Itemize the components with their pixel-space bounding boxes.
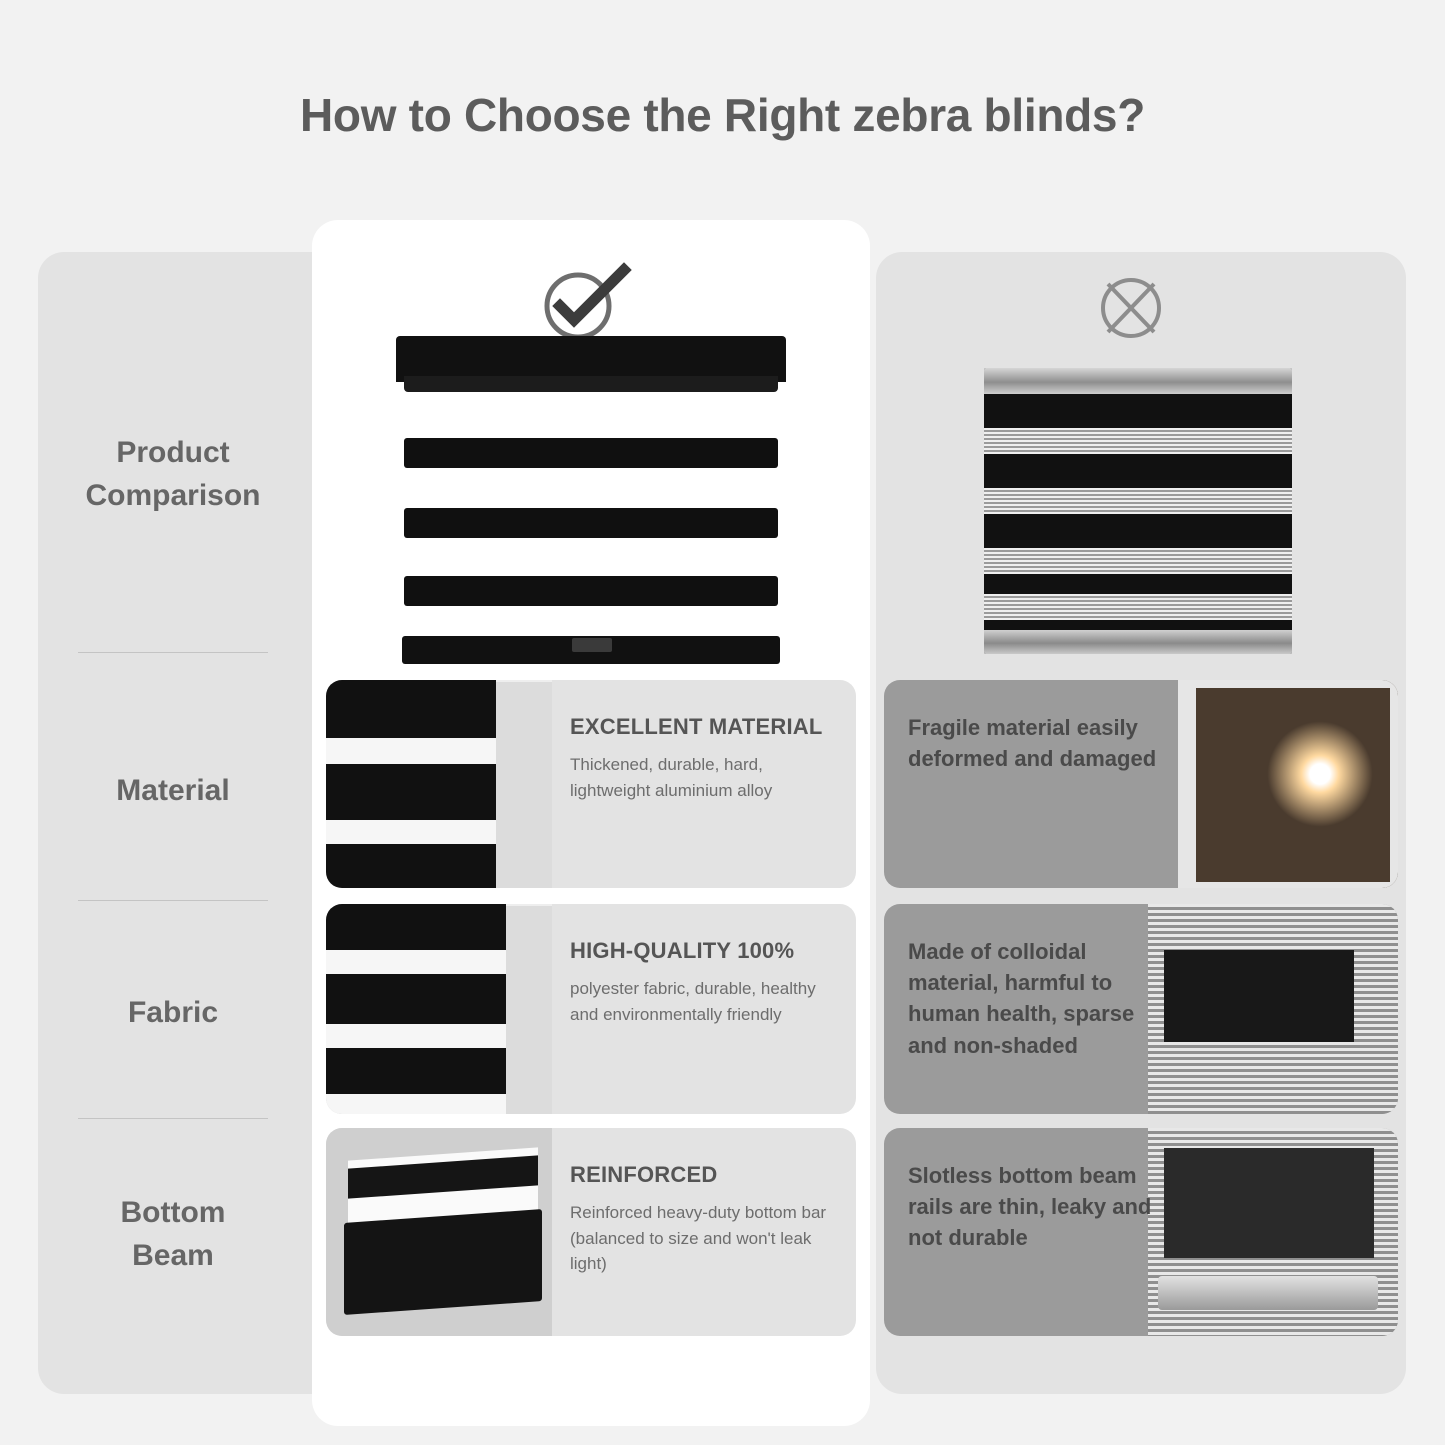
blind-slat	[404, 576, 778, 606]
row-label-line-2: Comparison	[85, 478, 261, 512]
sheer-band	[984, 548, 1292, 574]
good-feature-card-fabric	[326, 904, 856, 1114]
row-label-bottom-beam	[48, 1192, 298, 1277]
feature-body: Reinforced heavy-duty bottom bar (balanced to size and won't leak light)	[570, 1203, 827, 1273]
dark-band-art	[1164, 950, 1354, 1042]
bad-feature-card-material	[884, 680, 1398, 888]
good-feature-card-material	[326, 680, 856, 888]
feature-title: EXCELLENT MATERIAL	[570, 714, 823, 739]
page-title: How to Choose the Right zebra blinds?	[300, 89, 1145, 141]
feature-title: Slotless bottom beam rails are thin, leaky and not durable	[908, 1163, 1152, 1251]
row-label-fabric: Fabric	[127, 996, 219, 1029]
feature-title: Fragile material easily deformed and damaged	[908, 715, 1157, 772]
headrail-lip	[404, 376, 778, 392]
sheer-blind-photo	[1148, 904, 1398, 1114]
good-feature-card-bottom-beam	[326, 1128, 856, 1336]
good-hero-blind-image	[396, 336, 786, 672]
feature-title: REINFORCED	[570, 1162, 718, 1187]
reinforced-bottom-bar-photo	[326, 1128, 552, 1336]
row-label-material: Material	[116, 774, 230, 807]
sheer-band	[984, 428, 1292, 454]
row-divider	[78, 652, 268, 653]
row-label-line-1: Product	[116, 436, 230, 469]
good-feature-text	[552, 680, 856, 888]
sun-glare-window-photo	[1148, 680, 1398, 888]
zebra-blind-headrail-photo	[326, 680, 552, 888]
bad-feature-text	[884, 1128, 1184, 1336]
bottom-rail	[984, 630, 1292, 654]
row-label-line-2: Beam	[132, 1238, 214, 1272]
row-label-product-comparison	[48, 432, 298, 517]
zebra-blind-fabric-photo	[326, 904, 552, 1114]
thin-bottom-rail-photo	[1148, 1128, 1398, 1336]
bad-feature-card-fabric	[884, 904, 1398, 1114]
bad-feature-text	[884, 904, 1184, 1114]
row-divider	[78, 1118, 268, 1119]
thin-rail-art	[1158, 1276, 1378, 1310]
good-feature-text	[552, 1128, 856, 1336]
sheer-band	[984, 488, 1292, 514]
bad-feature-card-bottom-beam	[884, 1128, 1398, 1336]
row-divider	[78, 900, 268, 901]
feature-body: Thickened, durable, hard, lightweight aluminium alloy	[570, 755, 773, 800]
blind-art	[326, 904, 506, 1114]
sun-glare-art	[1260, 714, 1380, 834]
feature-title: HIGH-QUALITY 100%	[570, 938, 795, 963]
dark-band-art	[1164, 1148, 1374, 1258]
blind-slat	[404, 438, 778, 468]
good-feature-text	[552, 904, 856, 1114]
feature-body: polyester fabric, durable, healthy and environmentally friendly	[570, 979, 816, 1024]
bad-hero-blind-image	[984, 368, 1292, 654]
row-label-line-1: Bottom	[120, 1196, 226, 1229]
feature-title: Made of colloidal material, harmful to human health, sparse and non-shaded	[908, 939, 1135, 1058]
headrail	[984, 368, 1292, 394]
bottom-bar-tab	[572, 638, 612, 652]
blind-slat	[404, 508, 778, 538]
cross-circle-icon	[1090, 272, 1172, 344]
check-circle-icon	[540, 262, 632, 342]
bottom-bar-art	[348, 1154, 538, 1304]
heavy-duty-bar	[344, 1209, 542, 1315]
blind-art	[326, 680, 496, 888]
sheer-band	[984, 594, 1292, 620]
bad-feature-text	[884, 680, 1184, 888]
